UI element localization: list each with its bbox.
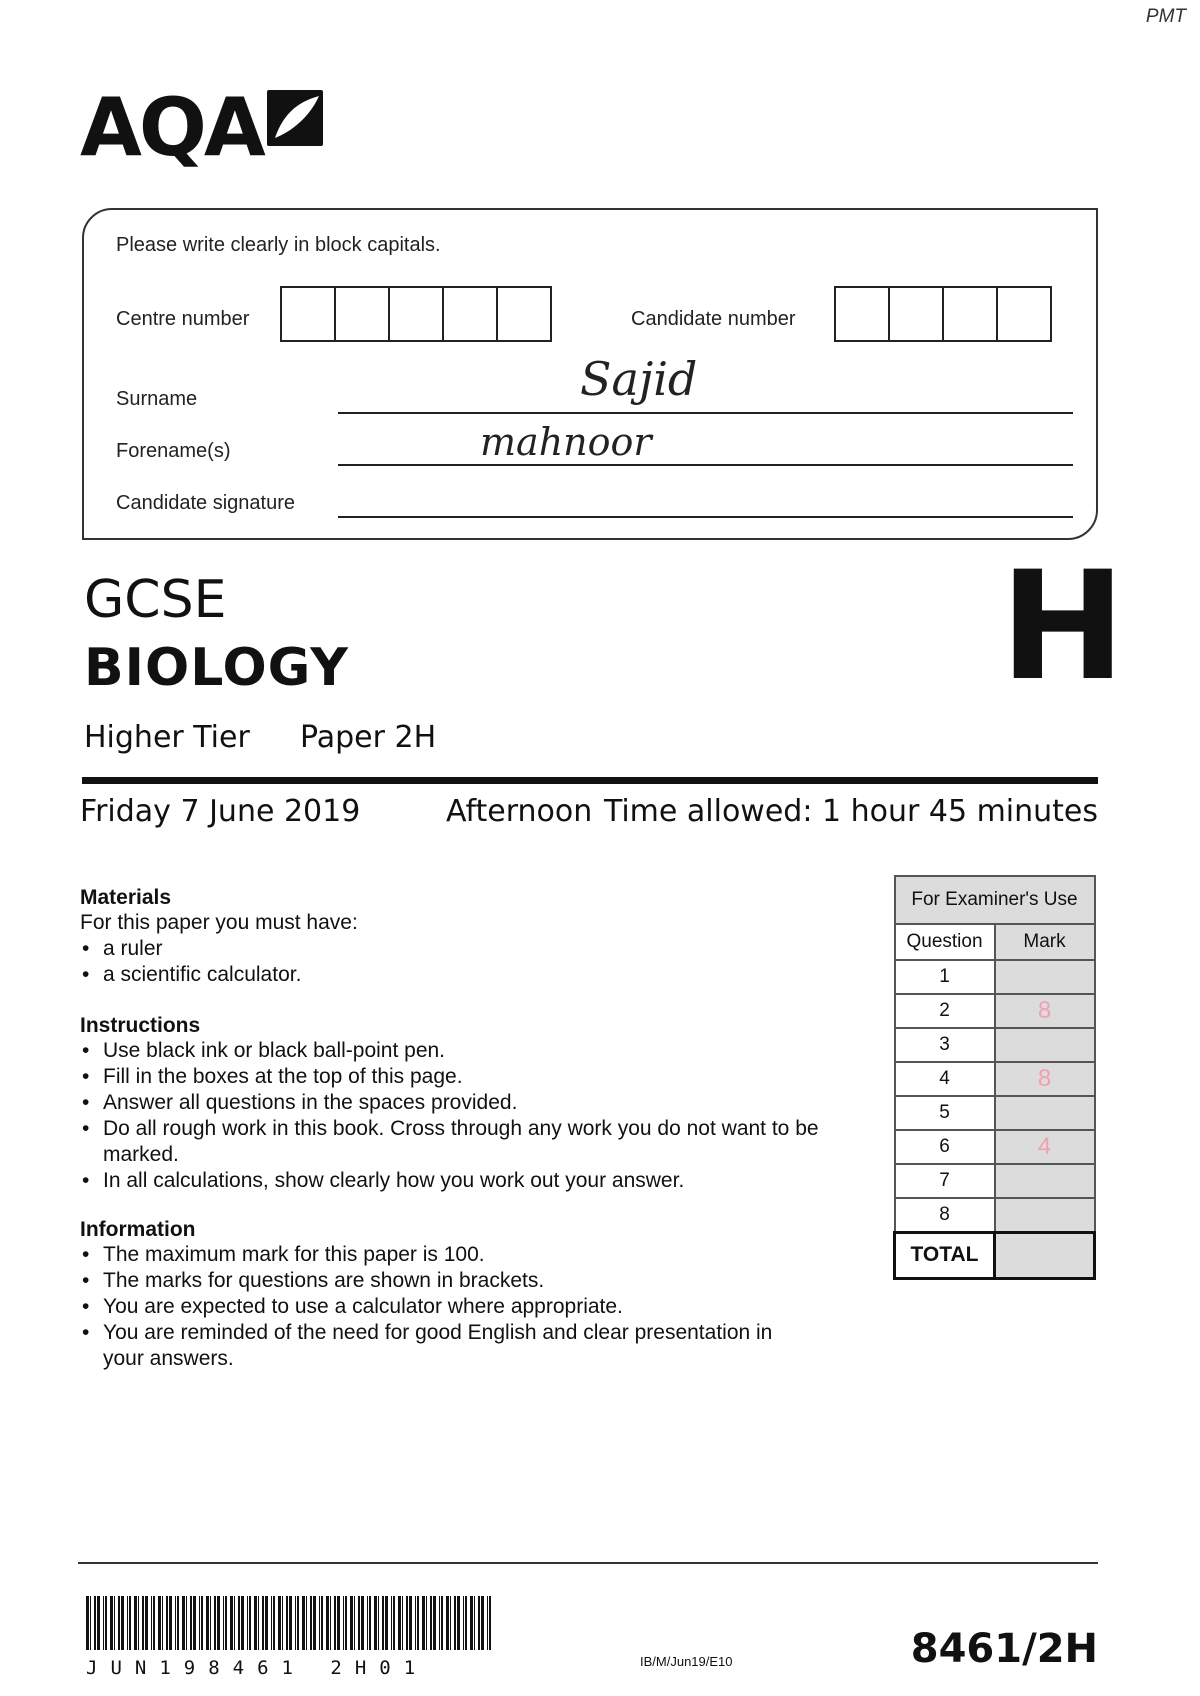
barcode-bar bbox=[114, 1596, 115, 1650]
forename-label: Forename(s) bbox=[116, 440, 231, 462]
barcode-bar bbox=[454, 1596, 456, 1650]
question-number: 6 bbox=[895, 1130, 995, 1164]
footer-divider bbox=[78, 1562, 1098, 1564]
information-item: • The maximum mark for this paper is 100. bbox=[80, 1242, 860, 1268]
barcode-bar bbox=[354, 1596, 355, 1650]
barcode-bar bbox=[334, 1596, 336, 1650]
barcode-bar bbox=[306, 1596, 307, 1650]
barcode-bar bbox=[345, 1596, 347, 1650]
barcode-bar bbox=[273, 1596, 275, 1650]
barcode-bar bbox=[378, 1596, 379, 1650]
question-number: 8 bbox=[895, 1198, 995, 1232]
barcode-bar bbox=[382, 1596, 384, 1650]
candidate-digit-box[interactable] bbox=[942, 286, 998, 342]
barcode-bar bbox=[145, 1596, 148, 1650]
barcode-bar bbox=[302, 1596, 305, 1650]
question-number: 3 bbox=[895, 1028, 995, 1062]
barcode-bar bbox=[223, 1596, 224, 1650]
barcode-bar bbox=[422, 1596, 425, 1650]
barcode-bar bbox=[433, 1596, 436, 1650]
candidate-digit-box[interactable] bbox=[834, 286, 890, 342]
qualification-title: GCSE bbox=[84, 570, 227, 630]
barcode-bar bbox=[474, 1596, 475, 1650]
centre-digit-box[interactable] bbox=[334, 286, 390, 342]
instruction-item: • Answer all questions in the spaces provided. bbox=[80, 1090, 860, 1116]
total-mark-cell[interactable] bbox=[995, 1232, 1095, 1278]
barcode-bar bbox=[409, 1596, 412, 1650]
barcode-bar bbox=[225, 1596, 227, 1650]
barcode-bar bbox=[138, 1596, 139, 1650]
mark-cell[interactable]: 8 bbox=[995, 1062, 1095, 1096]
block-capitals-instruction: Please write clearly in block capitals. bbox=[116, 234, 441, 256]
barcode-bar bbox=[398, 1596, 401, 1650]
barcode-bar bbox=[343, 1596, 344, 1650]
barcode-bar bbox=[470, 1596, 473, 1650]
leaf-icon bbox=[265, 88, 325, 148]
barcode-bar bbox=[278, 1596, 281, 1650]
barcode-bar bbox=[417, 1596, 419, 1650]
barcode-bar bbox=[406, 1596, 408, 1650]
barcode-bar bbox=[121, 1596, 124, 1650]
surname-handwriting: Sajid bbox=[580, 352, 698, 406]
barcode-bar bbox=[110, 1596, 113, 1650]
mark-cell[interactable] bbox=[995, 1198, 1095, 1232]
barcode-bar bbox=[481, 1596, 484, 1650]
barcode-bar bbox=[391, 1596, 392, 1650]
barcode-bar bbox=[415, 1596, 416, 1650]
question-number: 7 bbox=[895, 1164, 995, 1198]
aqa-logo bbox=[80, 81, 325, 174]
barcode-bar bbox=[241, 1596, 244, 1650]
barcode-bar bbox=[90, 1596, 91, 1650]
signature-line[interactable] bbox=[338, 516, 1073, 518]
barcode-bar bbox=[151, 1596, 152, 1650]
centre-digit-box[interactable] bbox=[442, 286, 498, 342]
barcode-bar bbox=[214, 1596, 216, 1650]
barcode-bar bbox=[190, 1596, 192, 1650]
barcode-bar bbox=[439, 1596, 440, 1650]
barcode-bar bbox=[313, 1596, 316, 1650]
subject-title: BIOLOGY bbox=[84, 638, 349, 698]
mark-cell[interactable]: 8 bbox=[995, 994, 1095, 1028]
barcode-bar bbox=[142, 1596, 144, 1650]
barcode bbox=[86, 1596, 496, 1679]
materials-list bbox=[80, 936, 860, 988]
barcode-bar bbox=[249, 1596, 251, 1650]
centre-number-boxes[interactable] bbox=[282, 286, 552, 342]
barcode-bar bbox=[134, 1596, 137, 1650]
barcode-bar bbox=[247, 1596, 248, 1650]
barcode-bar bbox=[361, 1596, 364, 1650]
mark-cell[interactable] bbox=[995, 1164, 1095, 1198]
barcode-bar bbox=[426, 1596, 427, 1650]
total-label: TOTAL bbox=[895, 1232, 995, 1278]
question-column-header: Question bbox=[895, 924, 995, 960]
barcode-bar bbox=[358, 1596, 360, 1650]
barcode-bar bbox=[326, 1596, 329, 1650]
surname-line[interactable] bbox=[338, 412, 1073, 414]
information-item: • The marks for questions are shown in brackets. bbox=[80, 1268, 860, 1294]
question-number: 4 bbox=[895, 1062, 995, 1096]
barcode-bar bbox=[201, 1596, 203, 1650]
barcode-bar bbox=[310, 1596, 312, 1650]
barcode-bar bbox=[217, 1596, 220, 1650]
barcode-bar bbox=[465, 1596, 467, 1650]
instruction-item: • Do all rough work in this book. Cross through any work you do not want to be marked. bbox=[80, 1116, 843, 1168]
barcode-bar bbox=[182, 1596, 185, 1650]
barcode-bar bbox=[162, 1596, 163, 1650]
materials-heading: Materials bbox=[80, 886, 172, 909]
mark-cell[interactable] bbox=[995, 1028, 1095, 1062]
candidate-number-label: Candidate number bbox=[631, 308, 796, 330]
barcode-bar bbox=[129, 1596, 131, 1650]
tier-letter: H bbox=[1000, 540, 1126, 714]
barcode-bar bbox=[295, 1596, 296, 1650]
barcode-bar bbox=[393, 1596, 395, 1650]
instructions-list bbox=[80, 1038, 860, 1194]
signature-label: Candidate signature bbox=[116, 492, 296, 514]
barcode-bar bbox=[369, 1596, 371, 1650]
mark-cell[interactable] bbox=[995, 1096, 1095, 1130]
centre-digit-box[interactable] bbox=[388, 286, 444, 342]
barcode-bar bbox=[177, 1596, 179, 1650]
barcode-bar bbox=[367, 1596, 368, 1650]
barcode-bar bbox=[238, 1596, 240, 1650]
candidate-details-box bbox=[82, 208, 1098, 540]
barcode-bar bbox=[330, 1596, 331, 1650]
centre-digit-box[interactable] bbox=[496, 286, 552, 342]
barcode-bar bbox=[271, 1596, 272, 1650]
barcode-bar bbox=[254, 1596, 257, 1650]
barcode-bar bbox=[457, 1596, 460, 1650]
candidate-digit-box[interactable] bbox=[888, 286, 944, 342]
mark-cell[interactable]: 4 bbox=[995, 1130, 1095, 1164]
materials-item: • a ruler bbox=[80, 936, 860, 962]
barcode-bar bbox=[206, 1596, 209, 1650]
materials-item: • a scientific calculator. bbox=[80, 962, 860, 988]
barcode-bar bbox=[337, 1596, 340, 1650]
barcode-bar bbox=[169, 1596, 172, 1650]
information-item: • You are reminded of the need for good English and clear presentation in your answers. bbox=[80, 1320, 803, 1372]
barcode-bar bbox=[262, 1596, 264, 1650]
pmt-watermark: PMT bbox=[1145, 6, 1186, 27]
barcode-bar bbox=[478, 1596, 480, 1650]
barcode-bar bbox=[446, 1596, 449, 1650]
mark-column-header: Mark bbox=[995, 924, 1095, 960]
barcode-bar bbox=[319, 1596, 320, 1650]
barcode-bars bbox=[86, 1596, 496, 1650]
barcode-bar bbox=[489, 1596, 491, 1650]
exam-date: Friday 7 June 2019 bbox=[80, 794, 361, 829]
barcode-bar bbox=[321, 1596, 323, 1650]
barcode-bar bbox=[374, 1596, 377, 1650]
materials-intro: For this paper you must have: bbox=[80, 911, 358, 934]
barcode-bar bbox=[153, 1596, 155, 1650]
barcode-bar bbox=[282, 1596, 283, 1650]
barcode-bar bbox=[450, 1596, 451, 1650]
barcode-bar bbox=[463, 1596, 464, 1650]
barcode-number: JUN198461 2H01 bbox=[86, 1657, 429, 1679]
surname-label: Surname bbox=[116, 388, 198, 410]
title-divider bbox=[82, 777, 1098, 784]
barcode-bar bbox=[86, 1596, 89, 1650]
barcode-bar bbox=[158, 1596, 161, 1650]
centre-number-label: Centre number bbox=[116, 308, 250, 330]
barcode-bar bbox=[166, 1596, 168, 1650]
barcode-bar bbox=[430, 1596, 432, 1650]
centre-digit-box[interactable] bbox=[280, 286, 336, 342]
barcode-bar bbox=[127, 1596, 128, 1650]
exam-session: Afternoon bbox=[446, 794, 593, 829]
barcode-bar bbox=[175, 1596, 176, 1650]
question-number: 2 bbox=[895, 994, 995, 1028]
barcode-bar bbox=[118, 1596, 120, 1650]
barcode-bar bbox=[193, 1596, 196, 1650]
instructions-heading: Instructions bbox=[80, 1014, 201, 1037]
instruction-item: • Use black ink or black ball-point pen. bbox=[80, 1038, 860, 1064]
question-number: 5 bbox=[895, 1096, 995, 1130]
barcode-bar bbox=[297, 1596, 299, 1650]
barcode-bar bbox=[289, 1596, 292, 1650]
barcode-bar bbox=[234, 1596, 235, 1650]
forename-line[interactable] bbox=[338, 464, 1073, 466]
forename-handwriting: mahnoor bbox=[480, 420, 652, 464]
candidate-number-boxes[interactable] bbox=[836, 286, 1052, 342]
instruction-item: • In all calculations, show clearly how you work out your answer. bbox=[80, 1168, 860, 1194]
barcode-bar bbox=[402, 1596, 403, 1650]
information-item: • You are expected to use a calculator where appropriate. bbox=[80, 1294, 860, 1320]
barcode-bar bbox=[286, 1596, 288, 1650]
tier-label: Higher Tier bbox=[84, 720, 250, 755]
barcode-bar bbox=[385, 1596, 388, 1650]
instruction-item: • Fill in the boxes at the top of this page. bbox=[80, 1064, 860, 1090]
examiner-table-title: For Examiner's Use bbox=[895, 876, 1095, 924]
question-number: 1 bbox=[895, 960, 995, 994]
information-heading: Information bbox=[80, 1218, 196, 1241]
barcode-bar bbox=[441, 1596, 443, 1650]
paper-label: Paper 2H bbox=[300, 720, 437, 755]
examiners-use-table bbox=[893, 875, 1096, 1280]
barcode-bar bbox=[258, 1596, 259, 1650]
barcode-bar bbox=[186, 1596, 187, 1650]
barcode-bar bbox=[97, 1596, 100, 1650]
candidate-digit-box[interactable] bbox=[996, 286, 1052, 342]
barcode-bar bbox=[210, 1596, 211, 1650]
barcode-bar bbox=[487, 1596, 488, 1650]
reference-code: IB/M/Jun19/E10 bbox=[640, 1654, 733, 1669]
information-list bbox=[80, 1242, 860, 1372]
paper-code: 8461/2H bbox=[910, 1626, 1098, 1672]
barcode-bar bbox=[105, 1596, 107, 1650]
logo-text: AQA bbox=[80, 81, 263, 174]
barcode-bar bbox=[350, 1596, 353, 1650]
barcode-bar bbox=[265, 1596, 268, 1650]
mark-cell[interactable] bbox=[995, 960, 1095, 994]
front-page-notes bbox=[80, 886, 860, 1372]
barcode-bar bbox=[94, 1596, 96, 1650]
barcode-bar bbox=[103, 1596, 104, 1650]
barcode-bar bbox=[199, 1596, 200, 1650]
time-allowed: Time allowed: 1 hour 45 minutes bbox=[603, 794, 1098, 829]
barcode-bar bbox=[230, 1596, 233, 1650]
